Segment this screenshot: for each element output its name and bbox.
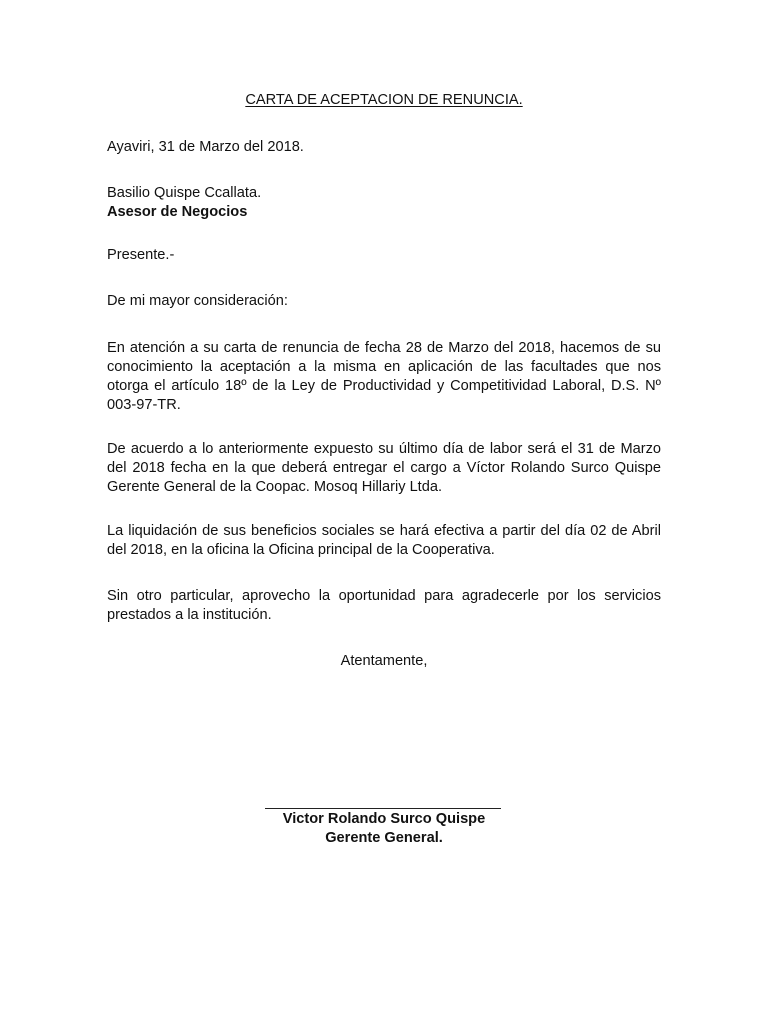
recipient-name: Basilio Quispe Ccallata.	[107, 185, 262, 201]
paragraph-thanks: Sin otro particular, aprovecho la oportunidad para agradecerle por los servicios prestados a la institución.	[107, 588, 661, 623]
presente-line: Presente.-	[107, 247, 175, 263]
paragraph-resignation-acceptance: En atención a su carta de renuncia de fecha 28 de Marzo del 2018, hacemos de su conocimiento la aceptación a la misma en aplicación de las facultades que nos otorga el artículo 18º de la Ley de Productividad y Competitividad Laboral, D.S. Nº 003-97-TR.	[107, 340, 661, 413]
signer-position: Gerente General.	[325, 830, 443, 846]
paragraph-settlement: La liquidación de sus beneficios sociales se hará efectiva a partir del día 02 de Abril del 2018, en la oficina la Oficina principal de la Cooperativa.	[107, 523, 661, 558]
signer-name: Victor Rolando Surco Quispe	[282, 811, 486, 827]
recipient-position: Asesor de Negocios	[107, 204, 248, 220]
closing: Atentamente,	[340, 653, 428, 669]
paragraph-last-workday: De acuerdo a lo anteriormente expuesto su último día de labor será el 31 de Marzo del 2018 fecha en la que deberá entregar el cargo a Víctor Rolando Surco Quispe Gerente General de la Coopac. Mosoq Hillariy Ltda.	[107, 441, 661, 495]
salutation: De mi mayor consideración:	[107, 293, 288, 309]
letter-title: CARTA DE ACEPTACION DE RENUNCIA.	[245, 92, 523, 108]
place-date: Ayaviri, 31 de Marzo del 2018.	[107, 139, 304, 155]
signature-line	[265, 808, 501, 809]
letter-page	[107, 0, 661, 1024]
